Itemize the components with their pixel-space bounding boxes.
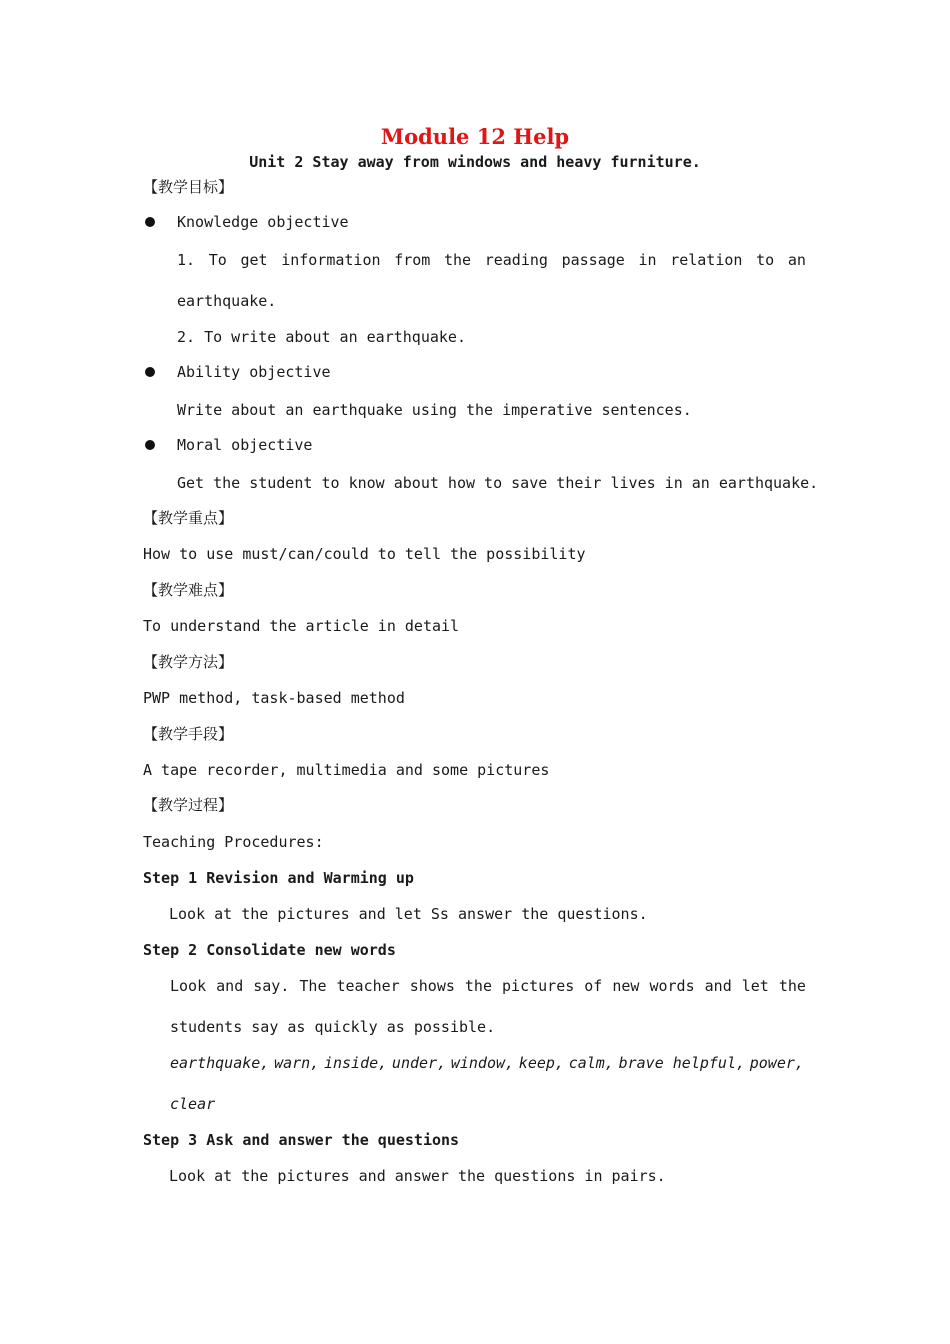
step-2-text bbox=[170, 976, 806, 996]
step-2-text-cont: students say as quickly as possible. bbox=[170, 1018, 496, 1036]
word: an bbox=[787, 251, 806, 269]
step-1-title: Step 1 Revision and Warming up bbox=[143, 869, 414, 887]
vocab-word: calm, bbox=[568, 1054, 614, 1072]
step-3-text: Look at the pictures and answer the questions in pairs. bbox=[169, 1167, 666, 1185]
word: and bbox=[704, 977, 732, 995]
means-text: A tape recorder, multimedia and some pictures bbox=[143, 761, 550, 779]
knowledge-item-1-cont: earthquake. bbox=[177, 292, 277, 310]
difficult-points-text: To understand the article in detail bbox=[143, 617, 460, 635]
document-title: Module 12 Help bbox=[380, 124, 570, 149]
knowledge-objective-label: Knowledge objective bbox=[177, 213, 349, 231]
method-text: PWP method, task-based method bbox=[143, 689, 405, 707]
method-heading: 【教学方法】 bbox=[143, 653, 234, 671]
word: The bbox=[299, 977, 327, 995]
document-subtitle: Unit 2 Stay away from windows and heavy furniture. bbox=[249, 153, 701, 171]
ability-objective-label: Ability objective bbox=[177, 363, 331, 381]
step-2-title: Step 2 Consolidate new words bbox=[143, 941, 396, 959]
vocab-list bbox=[170, 1053, 804, 1073]
vocab-word: inside, bbox=[323, 1054, 388, 1072]
vocab-word: keep, bbox=[518, 1054, 564, 1072]
bullet-icon bbox=[145, 440, 155, 450]
word: information bbox=[281, 251, 381, 269]
word: new bbox=[612, 977, 640, 995]
key-points-heading: 【教学重点】 bbox=[143, 509, 234, 527]
difficult-points-heading: 【教学难点】 bbox=[143, 581, 234, 599]
word: the bbox=[443, 251, 472, 269]
knowledge-item-2: 2. To write about an earthquake. bbox=[177, 328, 466, 346]
word: pictures bbox=[502, 977, 575, 995]
word: shows bbox=[409, 977, 455, 995]
ability-objective-text: Write about an earthquake using the imperative sentences. bbox=[177, 401, 692, 419]
vocab-word: under, bbox=[391, 1054, 447, 1072]
moral-objective-label: Moral objective bbox=[177, 436, 313, 454]
vocab-word: warn, bbox=[274, 1054, 320, 1072]
word: from bbox=[394, 251, 431, 269]
word: to bbox=[756, 251, 775, 269]
word: relation bbox=[670, 251, 743, 269]
word: say. bbox=[253, 977, 290, 995]
word: passage bbox=[561, 251, 625, 269]
word: and bbox=[216, 977, 244, 995]
process-heading: 【教学过程】 bbox=[143, 796, 234, 814]
process-intro: Teaching Procedures: bbox=[143, 833, 324, 851]
bullet-icon bbox=[145, 217, 155, 227]
vocab-word: power, bbox=[749, 1054, 804, 1072]
moral-objective-text: Get the student to know about how to save their lives in an earthquake. bbox=[177, 474, 819, 492]
vocab-list-cont: clear bbox=[170, 1095, 216, 1113]
word: let bbox=[741, 977, 769, 995]
bullet-icon bbox=[145, 367, 155, 377]
objectives-heading: 【教学目标】 bbox=[143, 178, 234, 196]
word: the bbox=[464, 977, 492, 995]
means-heading: 【教学手段】 bbox=[143, 725, 234, 743]
word: the bbox=[778, 977, 806, 995]
word: To bbox=[208, 251, 227, 269]
word: of bbox=[584, 977, 603, 995]
word: words bbox=[649, 977, 695, 995]
step-1-text: Look at the pictures and let Ss answer the questions. bbox=[169, 905, 648, 923]
vocab-word: brave helpful, bbox=[618, 1054, 746, 1072]
vocab-word: window, bbox=[450, 1054, 515, 1072]
word: reading bbox=[484, 251, 548, 269]
step-3-title: Step 3 Ask and answer the questions bbox=[143, 1131, 460, 1149]
word: in bbox=[638, 251, 657, 269]
vocab-word: earthquake, bbox=[170, 1054, 270, 1072]
knowledge-item-1 bbox=[177, 250, 806, 270]
word: teacher bbox=[336, 977, 400, 995]
key-points-text: How to use must/can/could to tell the possibility bbox=[143, 545, 586, 563]
word: get bbox=[240, 251, 268, 269]
word: 1. bbox=[177, 251, 196, 269]
word: Look bbox=[170, 977, 207, 995]
